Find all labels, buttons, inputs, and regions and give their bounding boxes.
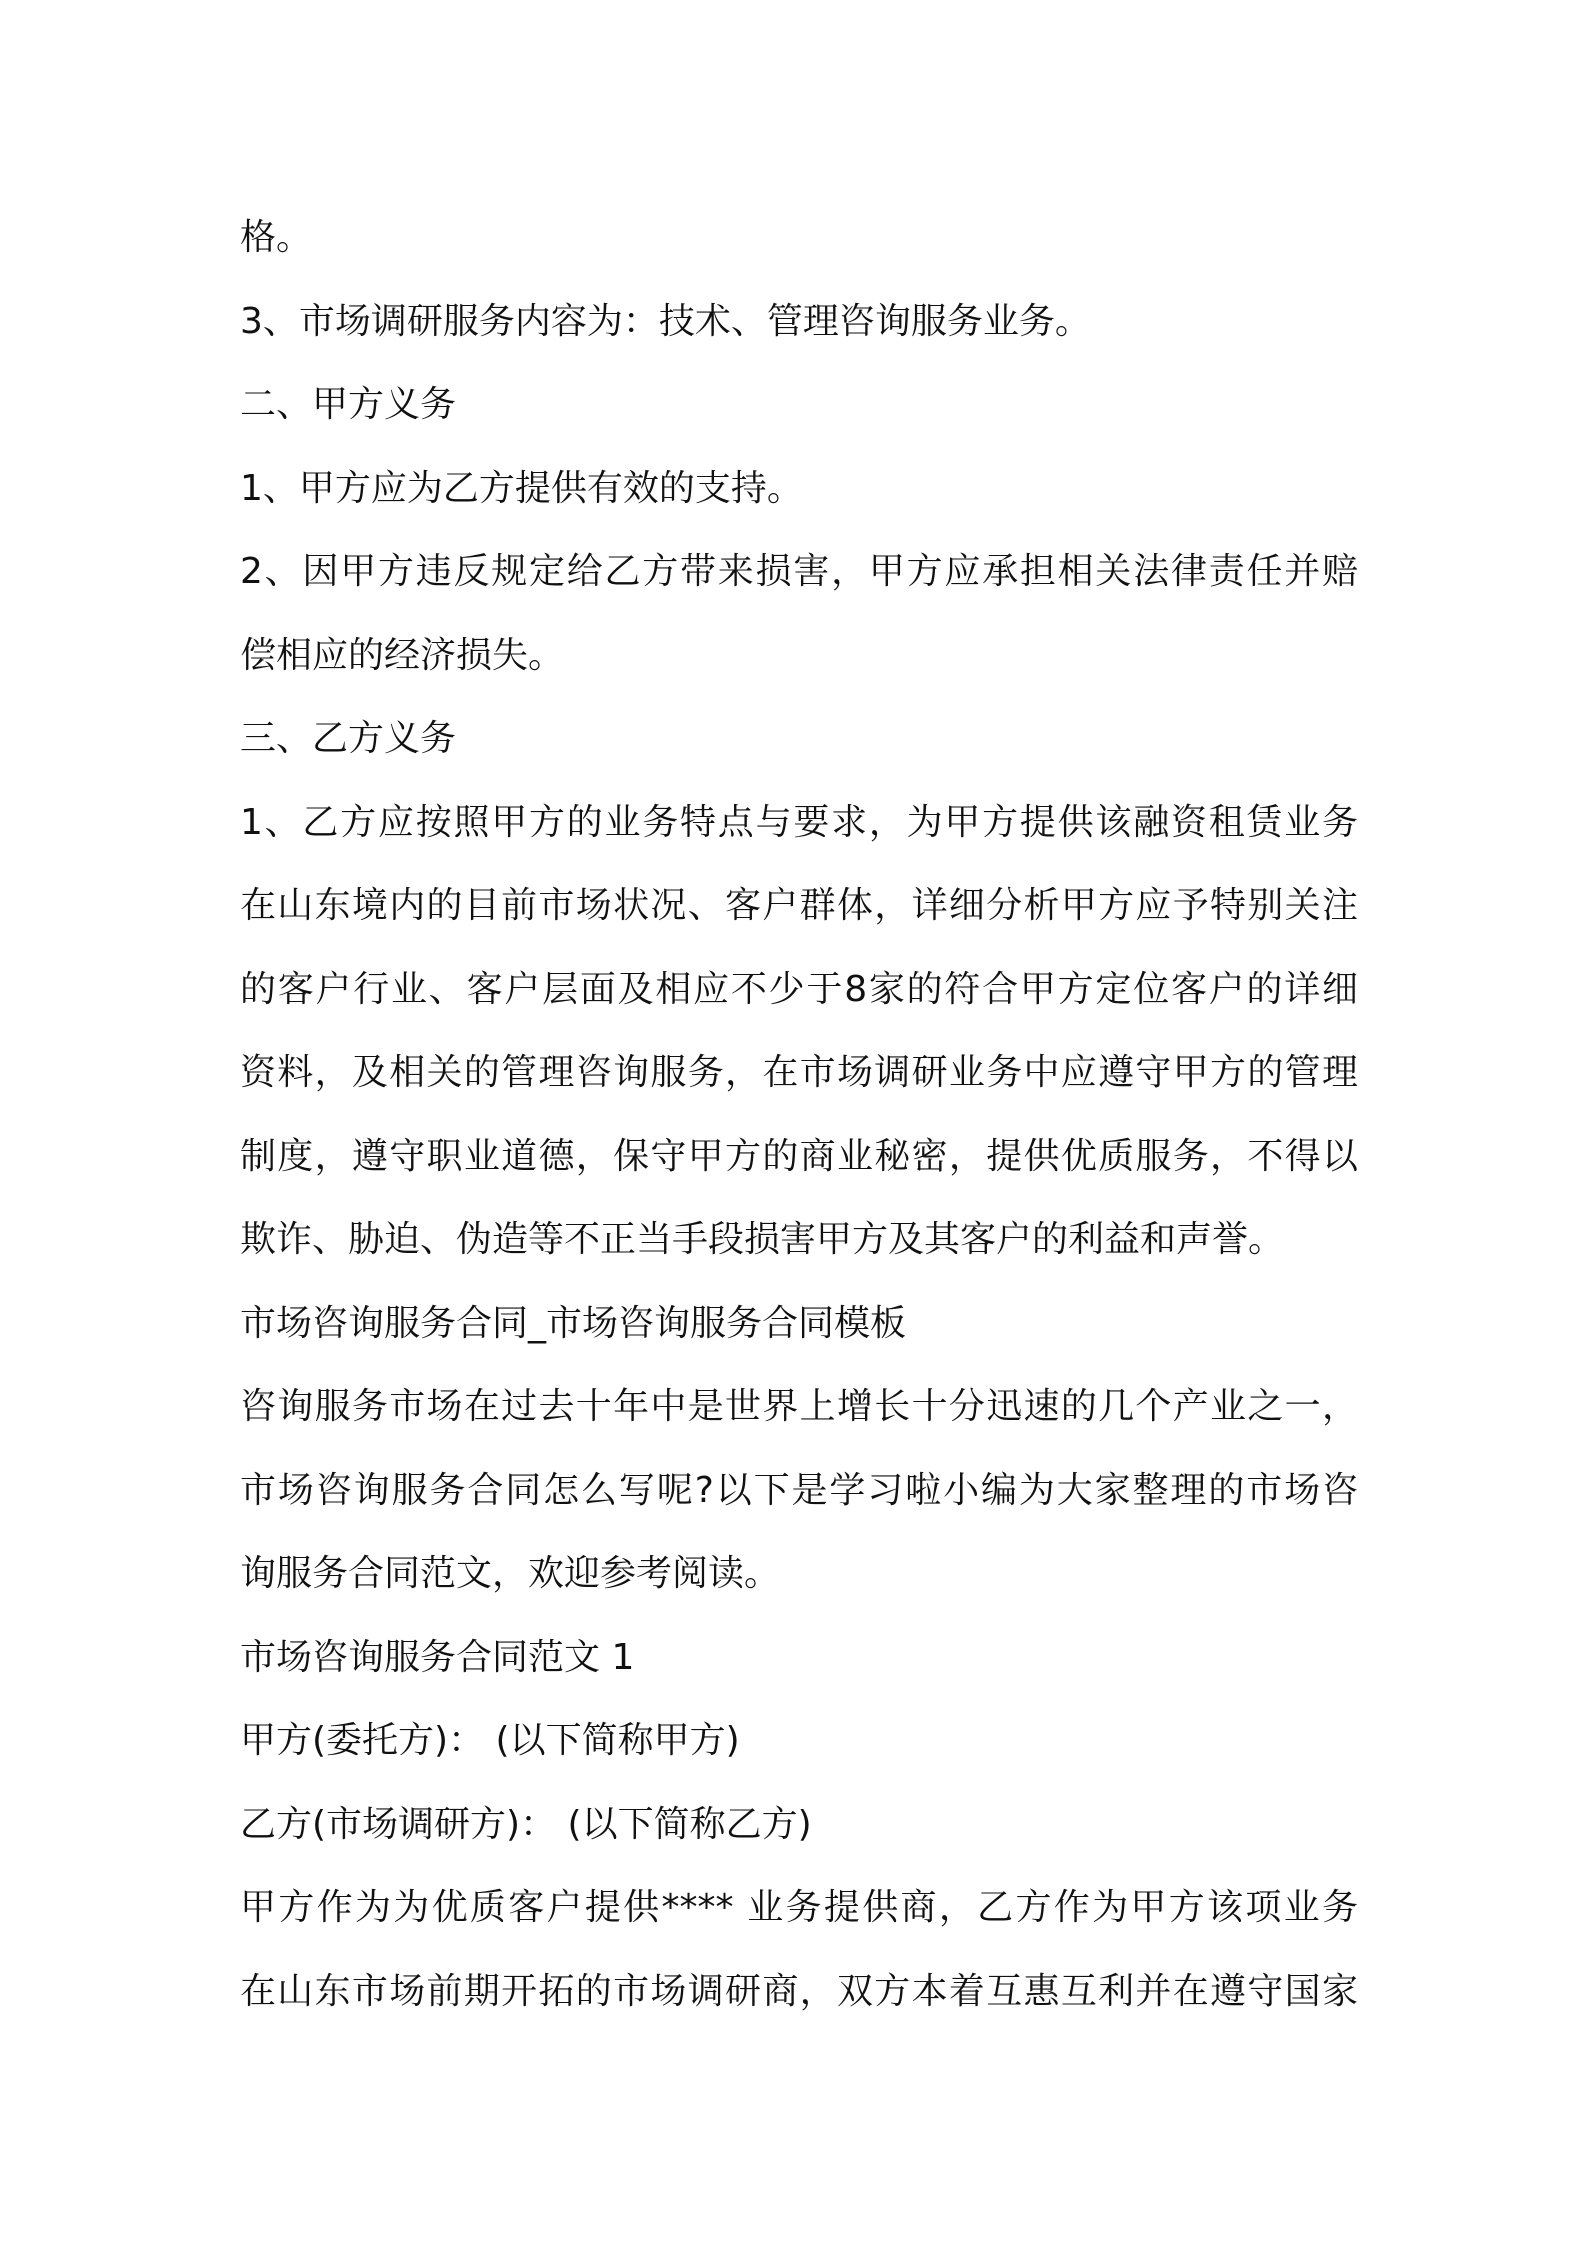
text-line: 市场咨询服务合同怎么写呢?以下是学习啦小编为大家整理的市场咨: [240, 1469, 1358, 1511]
text-line: 的客户行业、客户层面及相应不少于8家的符合甲方定位客户的详细: [240, 968, 1358, 1010]
document-title: 市场咨询服务合同_市场咨询服务合同模板: [240, 1302, 907, 1344]
text-line: 在山东市场前期开拓的市场调研商，双方本着互惠互利并在遵守国家: [240, 1970, 1358, 2012]
text-line: 制度，遵守职业道德，保守甲方的商业秘密，提供优质服务，不得以: [240, 1135, 1358, 1177]
text-line: 偿相应的经济损失。: [240, 634, 565, 676]
section-heading: 二、甲方义务: [240, 384, 457, 425]
text-line: 欺诈、胁迫、伪造等不正当手段损害甲方及其客户的利益和声誉。: [240, 1219, 1285, 1260]
subsection-title: 市场咨询服务合同范文 1: [240, 1636, 635, 1678]
section-heading: 三、乙方义务: [240, 718, 457, 759]
party-a-line: 甲方(委托方)： (以下简称甲方): [240, 1720, 740, 1761]
text-line: 资料，及相关的管理咨询服务，在市场调研业务中应遵守甲方的管理: [240, 1052, 1358, 1093]
party-b-line: 乙方(市场调研方)： (以下简称乙方): [240, 1803, 812, 1845]
text-line: 格。: [240, 217, 313, 258]
text-line: 1、乙方应按照甲方的业务特点与要求，为甲方提供该融资租赁业务: [240, 801, 1358, 843]
text-line: 3、市场调研服务内容为：技术、管理咨询服务业务。: [240, 300, 1091, 342]
text-line: 1、甲方应为乙方提供有效的支持。: [240, 467, 803, 509]
text-line: 2、因甲方违反规定给乙方带来损害，甲方应承担相关法律责任并赔: [240, 551, 1358, 592]
text-line: 甲方作为为优质客户提供**** 业务提供商，乙方作为甲方该项业务: [240, 1887, 1358, 1928]
text-line: 询服务合同范文，欢迎参考阅读。: [240, 1553, 781, 1594]
document-body: [240, 196, 1358, 2033]
text-line: 咨询服务市场在过去十年中是世界上增长十分迅速的几个产业之一，: [240, 1386, 1358, 1427]
text-line: 在山东境内的目前市场状况、客户群体，详细分析甲方应予特别关注: [240, 885, 1358, 926]
